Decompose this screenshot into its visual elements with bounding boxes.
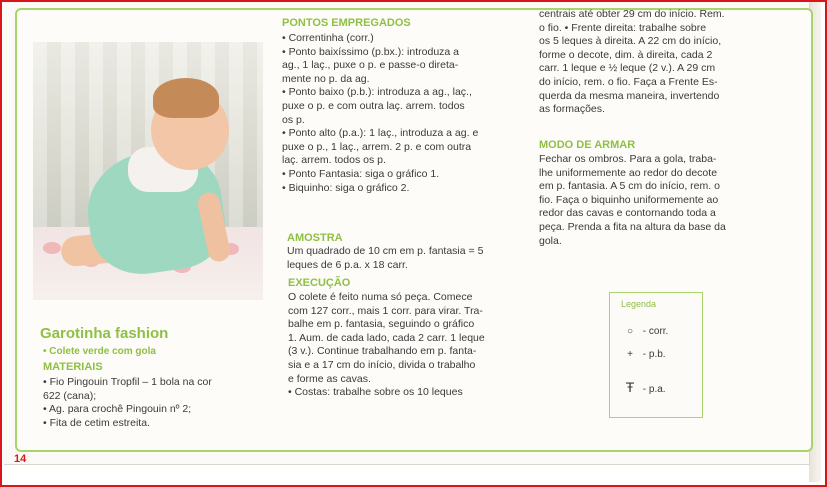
execucao-text: O colete é feito numa só peça. Comece com 127 corr., mais 1 corr. para virar. Tra- balhe em p. fantasia, seguindo o gráfico 1. Aum. de cada lado, cada 2 carr. 1 leque (3 v.). Continue trabalhando em p. fanta- sia e a 17 cm do início, divida o trabalho e forme as cavas. • Costas: trabalhe sobre os 10 leques [288, 291, 485, 399]
modo-de-armar-text: Fechar os ombros. Para a gola, traba- lhe uniformemente ao redor do decote em p. fantasia. A 5 cm do início, rem. o fio. Faça o biquinho uniformemente ao redor das cavas e contornando toda a peça. Prenda a fita na altura da base da gola. [539, 153, 726, 247]
legend-row-pa [620, 379, 666, 395]
legend-label-pb: - p.b. [642, 349, 666, 360]
amostra-text: Um quadrado de 10 cm em p. fantasia = 5 leques de 6 p.a. x 18 carr. [287, 245, 484, 271]
legend-title: Legenda [621, 299, 657, 309]
materiais-heading: MATERIAIS [43, 361, 103, 373]
amostra-heading: AMOSTRA [287, 232, 343, 244]
right-column-text: centrais até obter 29 cm do início. Rem. o fio. • Frente direita: trabalhe sobre os 5 leques à direita. A 22 cm do início, forme o decote, dim. à direita, cada 2 carr. 1 leque e ½ leque (2 v.). A 29 cm do início, rem. o fio. Faça a Frente Es- querda da mesma maneira, invertendo as formações. [539, 8, 725, 116]
magazine-page [3, 2, 809, 464]
baby-hair [153, 78, 219, 118]
legend-label-pa: - p.a. [642, 384, 666, 395]
legend-label-corr: - corr. [642, 326, 669, 337]
double-crochet-icon: Ŧ [625, 379, 635, 395]
pattern-title: Garotinha fashion [40, 325, 169, 342]
legend-box [609, 292, 703, 418]
legend-row-pb [620, 349, 666, 360]
execucao-heading: EXECUÇÃO [288, 277, 351, 289]
pontos-text: • Correntinha (corr.) • Ponto baixíssimo (p.bx.): introduza a ag., 1 laç., puxe o p. e passe-o direta- mente no p. da ag. • Ponto baixo (p.b.): introduza a ag., laç., puxe o p. e com outra laç. arrem. todos os p. • Ponto alto (p.a.): 1 laç., introduza a ag. e puxe o p., 1 laç., arrem. 2 p. e com outra laç. arrem. todos os p. • Ponto Fantasia: siga o gráfico 1. • Biquinho: siga o gráfico 2. [282, 32, 479, 194]
materiais-list: • Fio Pingouin Tropfil – 1 bola na cor 622 (cana); • Ag. para crochê Pingouin nº 2; • Fita de cetim estreita. [43, 376, 212, 429]
modo-de-armar-heading: MODO DE ARMAR [539, 139, 636, 151]
chain-stitch-icon: ○ [626, 326, 634, 337]
legend-row-corr [620, 326, 668, 337]
pontos-heading: PONTOS EMPREGADOS [282, 17, 411, 29]
page-number: 14 [14, 453, 27, 465]
pattern-subtitle: • Colete verde com gola [43, 346, 156, 357]
single-crochet-icon: + [627, 349, 633, 360]
baby-photo [33, 42, 263, 300]
